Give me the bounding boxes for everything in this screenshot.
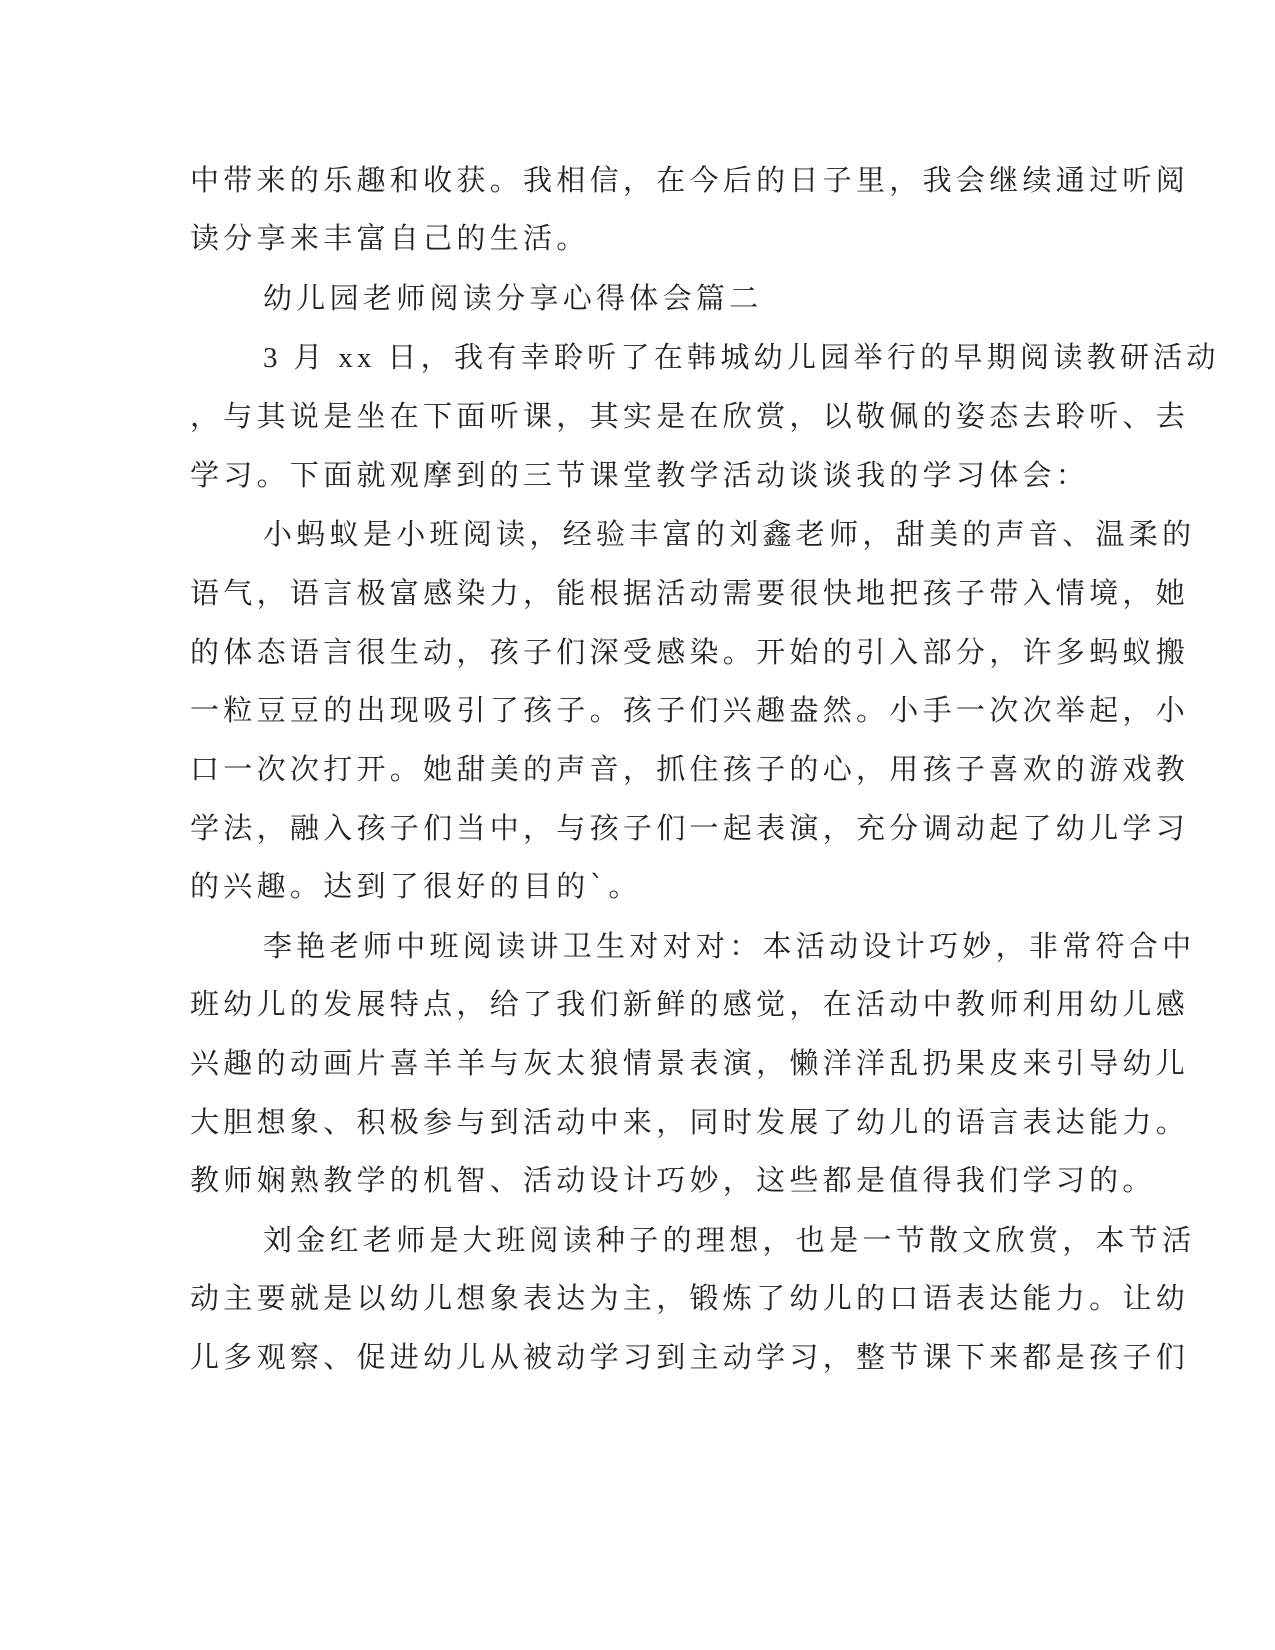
text-line: 语气，语言极富感染力，能根据活动需要很快地把孩子带入情境，她	[190, 576, 1190, 610]
text-line: 班幼儿的发展特点，给了我们新鲜的感觉，在活动中教师利用幼儿感	[190, 987, 1190, 1021]
text-line: ，与其说是坐在下面听课，其实是在欣赏，以敬佩的姿态去聆听、去	[190, 399, 1190, 433]
text-line: 的兴趣。达到了很好的目的`。	[190, 869, 642, 903]
text-line: 口一次次打开。她甜美的声音，抓住孩子的心，用孩子喜欢的游戏教	[190, 752, 1190, 786]
text-line: 大胆想象、积极参与到活动中来，同时发展了幼儿的语言表达能力。	[190, 1105, 1190, 1139]
text-line: 的体态语言很生动，孩子们深受感染。开始的引入部分，许多蚂蚁搬	[190, 635, 1190, 669]
text-line: 兴趣的动画片喜羊羊与灰太狼情景表演，懒洋洋乱扔果皮来引导幼儿	[190, 1046, 1190, 1080]
paragraph-line: 李艳老师中班阅读讲卫生对对对：本活动设计巧妙，非常符合中	[263, 929, 1196, 963]
text-line: 动主要就是以幼儿想象表达为主，锻炼了幼儿的口语表达能力。让幼	[190, 1281, 1190, 1315]
text-line: 读分享来丰富自己的生活。	[190, 221, 590, 255]
text-line: 一粒豆豆的出现吸引了孩子。孩子们兴趣盎然。小手一次次举起，小	[190, 693, 1190, 727]
text-line: 学习。下面就观摩到的三节课堂教学活动谈谈我的学习体会：	[190, 458, 1090, 492]
text-line: 中带来的乐趣和收获。我相信，在今后的日子里，我会继续通过听阅	[190, 163, 1190, 197]
paragraph-line: 3 月 xx 日，我有幸聆听了在韩城幼儿园举行的早期阅读教研活动	[263, 342, 1220, 374]
text-line: 教师娴熟教学的机智、活动设计巧妙，这些都是值得我们学习的。	[190, 1163, 1156, 1197]
paragraph-line: 刘金红老师是大班阅读种子的理想，也是一节散文欣赏，本节活	[263, 1223, 1196, 1257]
text-line: 儿多观察、促进幼儿从被动学习到主动学习，整节课下来都是孩子们	[190, 1340, 1190, 1374]
paragraph-line: 小蚂蚁是小班阅读，经验丰富的刘鑫老师，甜美的声音、温柔的	[263, 517, 1196, 551]
section-heading: 幼儿园老师阅读分享心得体会篇二	[263, 281, 763, 315]
text-line: 学法，融入孩子们当中，与孩子们一起表演，充分调动起了幼儿学习	[190, 811, 1190, 845]
